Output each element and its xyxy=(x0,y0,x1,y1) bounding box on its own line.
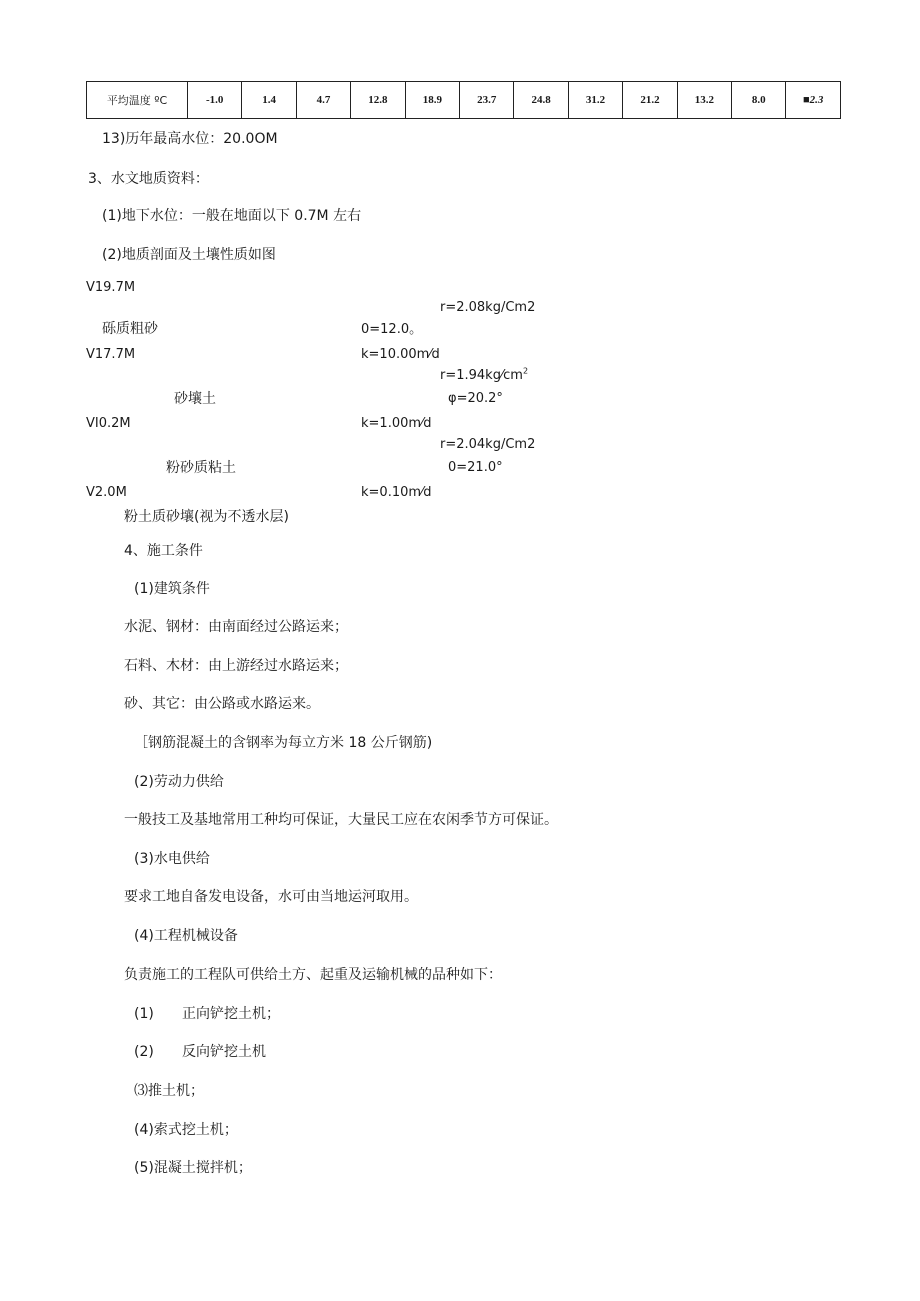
paragraph: 砂、其它：由公路或水路运来。 xyxy=(124,696,320,712)
paragraph: 石料、木材：由上游经过水路运来； xyxy=(124,658,348,674)
building-conditions-heading: (1)建筑条件 xyxy=(134,581,210,597)
max-water-level-line: 13)历年最高水位：20.0OM xyxy=(102,131,278,147)
list-item: ⑶推土机； xyxy=(134,1083,204,1099)
table-cell: 12.8 xyxy=(351,82,405,119)
permeability-value: k=1.00m⁄d xyxy=(361,416,432,431)
table-cell: 24.8 xyxy=(514,82,568,119)
geology-profile-line: (2)地质剖面及土壤性质如图 xyxy=(102,247,276,263)
friction-angle-value: 0=21.0° xyxy=(448,460,503,475)
density-value: r=2.08kg/Cm2 xyxy=(440,300,536,315)
table-row-label: 平均温度 ºC xyxy=(87,82,188,119)
list-item: 正向铲挖土机； xyxy=(182,1006,280,1022)
friction-angle-value: 0=12.0。 xyxy=(361,322,423,337)
superscript: 2 xyxy=(522,366,529,376)
paragraph: 水泥、钢材：由南面经过公路运来； xyxy=(124,619,348,635)
table-cell: 1.4 xyxy=(242,82,296,119)
table-cell: ■2.3 xyxy=(786,82,841,119)
section-3-heading: 3、水文地质资料： xyxy=(88,171,209,187)
soil-layer-name: 粉砂质粘土 xyxy=(166,460,236,476)
table-row xyxy=(87,82,841,119)
rebar-note: ［钢筋混凝土的含钢率为每立方米 18 公斤钢筋) xyxy=(134,735,433,751)
elevation-label: VI0.2M xyxy=(86,416,131,431)
list-item-number: (1) xyxy=(134,1006,154,1022)
density-value xyxy=(440,368,528,384)
table-cell: 13.2 xyxy=(677,82,731,119)
density-value: r=2.04kg/Cm2 xyxy=(440,437,536,452)
elevation-label: V19.7M xyxy=(86,280,136,295)
paragraph: 一般技工及基地常用工种均可保证，大量民工应在农闲季节方可保证。 xyxy=(124,812,558,828)
labor-supply-heading: (2)劳动力供给 xyxy=(134,774,224,790)
soil-layer-name: 砂壤土 xyxy=(174,391,216,407)
utility-supply-heading: (3)水电供给 xyxy=(134,851,210,867)
friction-angle-value: φ=20.2° xyxy=(448,391,503,406)
permeability-value: k=0.10m⁄d xyxy=(361,485,432,500)
list-item: (4)索式挖土机； xyxy=(134,1122,238,1138)
elevation-label: V17.7M xyxy=(86,347,136,362)
table-cell: 18.9 xyxy=(405,82,459,119)
table-cell: 8.0 xyxy=(732,82,786,119)
table-cell: 31.2 xyxy=(568,82,622,119)
list-item: 反向铲挖土机 xyxy=(182,1044,266,1060)
permeability-value: k=10.00m⁄d xyxy=(361,347,440,362)
list-item-number: (2) xyxy=(134,1044,154,1060)
table-cell: -1.0 xyxy=(188,82,242,119)
section-4-heading: 4、施工条件 xyxy=(124,543,203,559)
table-cell: 21.2 xyxy=(623,82,677,119)
density-value-text: r=1.94kg⁄cm xyxy=(440,368,523,383)
paragraph: 负责施工的工程队可供给土方、起重及运输机械的品种如下： xyxy=(124,967,502,983)
table-cell: 4.7 xyxy=(296,82,350,119)
soil-layer-name: 粉土质砂壤(视为不透水层) xyxy=(124,509,289,525)
groundwater-line: (1)地下水位：一般在地面以下 0.7M 左右 xyxy=(102,208,362,224)
machinery-heading: (4)工程机械设备 xyxy=(134,928,238,944)
elevation-label: V2.0M xyxy=(86,485,127,500)
soil-layer-name: 砾质粗砂 xyxy=(102,321,158,337)
temperature-table xyxy=(86,81,841,119)
table-cell: 23.7 xyxy=(460,82,514,119)
paragraph: 要求工地自备发电设备，水可由当地运河取用。 xyxy=(124,889,418,905)
list-item: (5)混凝土搅拌机； xyxy=(134,1160,252,1176)
